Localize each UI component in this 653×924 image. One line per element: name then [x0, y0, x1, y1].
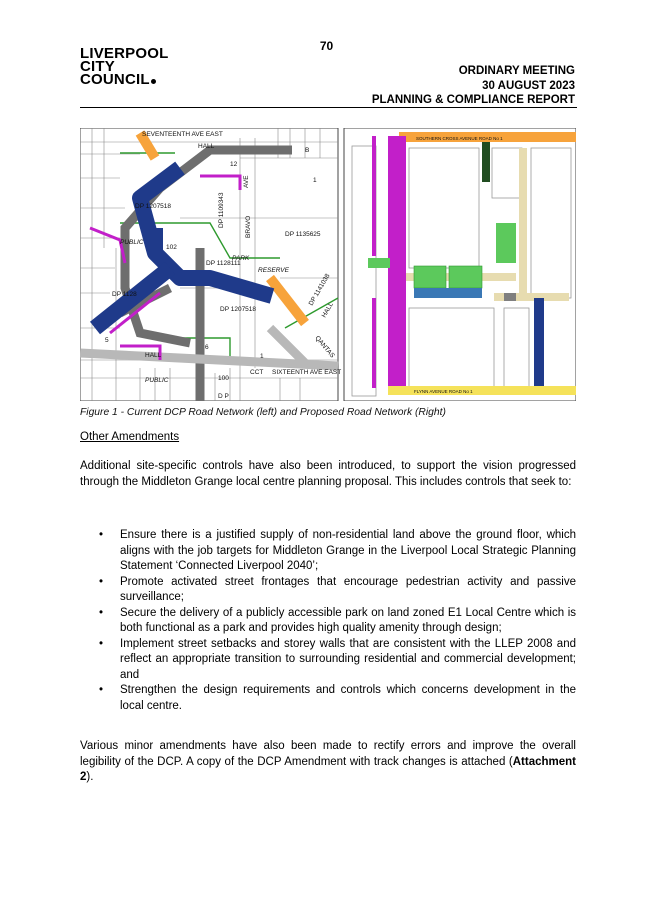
header-rule	[80, 107, 577, 108]
label-public-bottom: PUBLIC	[145, 377, 169, 384]
attachment-reference: Attachment 2	[80, 755, 576, 783]
label-seventeenth: SEVENTEENTH AVE EAST	[142, 131, 223, 138]
page-number: 70	[319, 39, 334, 53]
label-park: PARK	[232, 255, 250, 262]
label-southern-cross: SOUTHERN CROSS AVENUE ROAD No 1	[416, 136, 503, 141]
meeting-date: 30 AUGUST 2023	[482, 79, 575, 92]
logo-line-3: COUNCIL	[80, 73, 168, 86]
report-header	[372, 64, 575, 108]
label-hall-bottom: HALL	[145, 352, 162, 359]
label-102: 102	[166, 244, 177, 251]
label-flynn: FLYNN AVENUE ROAD No 1	[414, 389, 473, 394]
label-ave: AVE	[243, 175, 250, 188]
label-bravo: BRAVO	[245, 215, 252, 238]
road-network-maps	[80, 128, 576, 401]
label-dp-bottom: D P	[218, 393, 229, 400]
logo-line-1: LIVERPOOL	[80, 45, 169, 62]
label-100: 100	[218, 375, 229, 382]
label-1b: 1	[260, 353, 264, 360]
label-dp1128: DP 1128	[112, 291, 137, 298]
list-item: • Strengthen the design requirements and controls which concerns development in the local centre.	[99, 684, 576, 712]
proposed-road-map	[344, 128, 576, 401]
logo-line-2: CITY	[80, 58, 115, 75]
list-item: • Secure the delivery of a publicly accessible park on land zoned E1 Local Centre which is both functional as a park and provides high quality amenity through design;	[99, 606, 576, 634]
label-dp1135625: DP 1135625	[285, 231, 321, 238]
label-5: 5	[105, 337, 109, 344]
label-b: B	[305, 147, 310, 154]
label-hall-top: HALL	[198, 143, 215, 150]
figure-caption: Figure 1 - Current DCP Road Network (left) and Proposed Road Network (Right)	[80, 407, 446, 418]
label-dp1141038: DP 1141038	[307, 272, 332, 307]
label-dp1207518a: DP 1207518	[135, 203, 172, 210]
label-dp1109343: DP 1109343	[218, 192, 225, 228]
label-sixteenth: SIXTEENTH AVE EAST	[272, 369, 342, 376]
section-subheading: Other Amendments	[80, 431, 180, 443]
list-item: • Promote activated street frontages that encourage pedestrian activity and passive surveillance;	[99, 575, 576, 603]
label-qantas: QANTAS	[313, 334, 336, 360]
label-12: 12	[230, 161, 238, 168]
label-dp1207518b: DP 1207518	[220, 306, 257, 313]
list-item: • Ensure there is a justified supply of non-residential land above the ground floor, which aligns with the job targets for Middleton Grange in the Liverpool Local Strategic Planning Statement ‘Connected Liverpool 2040’;	[99, 529, 576, 572]
label-cct: CCT	[250, 369, 264, 376]
label-hall-right: HALL	[320, 301, 335, 319]
list-item: • Implement street setbacks and storey walls that are consistent with the LLEP 2008 and reflect an appropriate transition to surrounding residential and commercial development; and	[99, 637, 576, 681]
main-road	[388, 136, 406, 394]
intro-paragraph: Additional site-specific controls have also been introduced, to support the vision progressed through the Middleton Grange local centre planning proposal. This includes controls that seek to:	[80, 460, 576, 488]
meeting-title: ORDINARY MEETING	[458, 65, 575, 77]
closing-paragraph: Various minor amendments have also been made to rectify errors and improve the overall legibility of the DCP. A copy of the DCP Amendment with track changes is attached (Attachment 2).	[80, 740, 576, 783]
label-dp1128111: DP 1128111	[206, 260, 241, 267]
report-title: PLANNING & COMPLIANCE REPORT	[371, 94, 575, 106]
current-dcp-road-map	[80, 128, 341, 401]
navy-road	[534, 298, 544, 388]
label-reserve: RESERVE	[258, 267, 289, 274]
controls-list	[80, 528, 576, 714]
label-1: 1	[313, 177, 317, 184]
label-6: 6	[205, 344, 209, 351]
label-public: PUBLIC	[120, 239, 144, 246]
